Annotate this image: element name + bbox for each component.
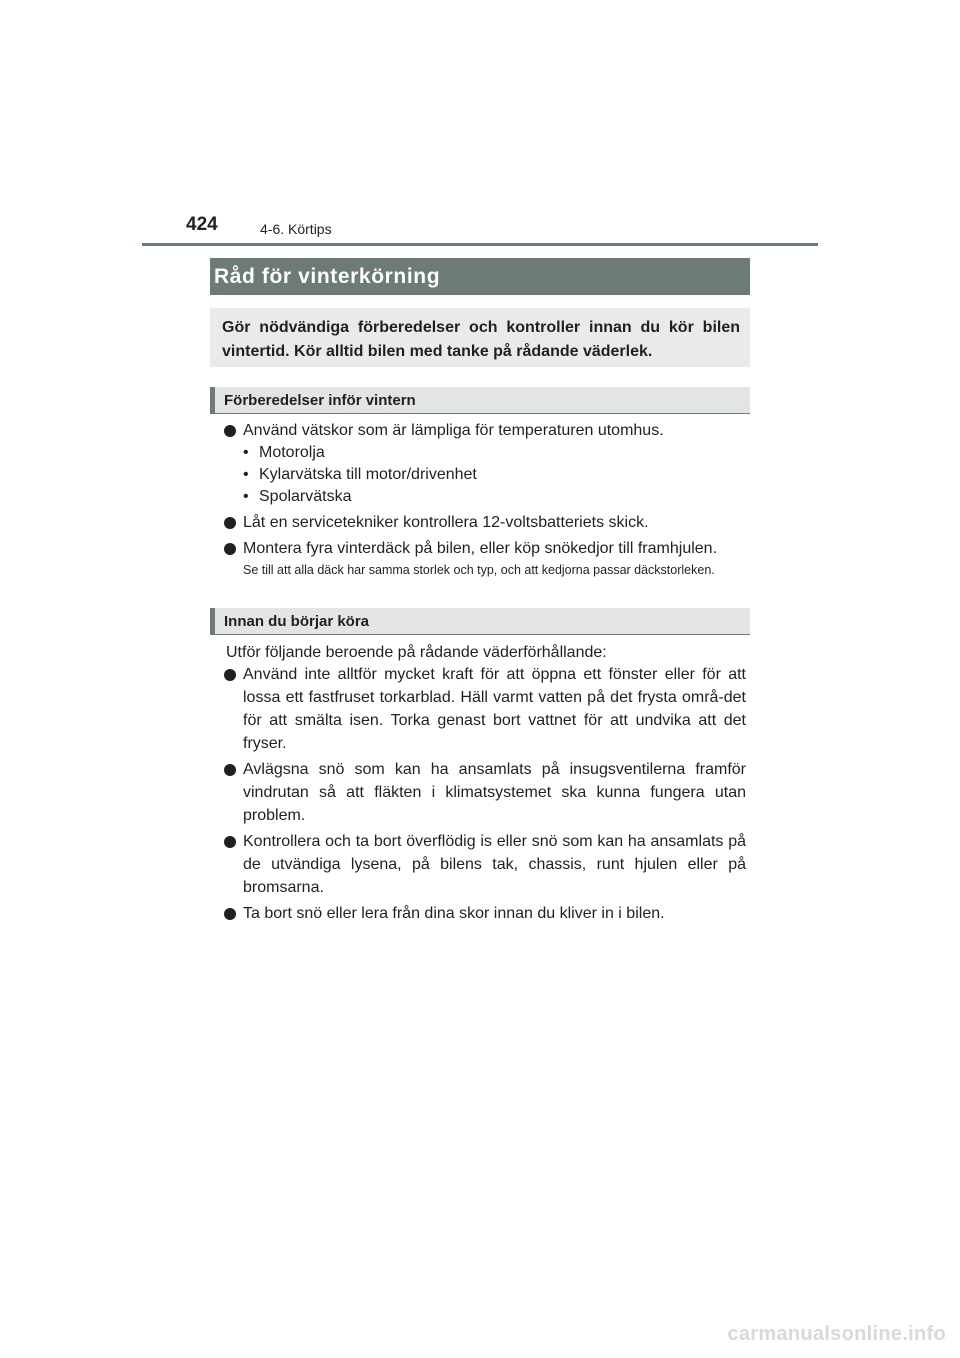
bullet-dot-icon bbox=[224, 425, 236, 437]
sub-list-item bbox=[243, 486, 746, 508]
bullet-dot-icon bbox=[224, 836, 236, 848]
fluid-sublist bbox=[243, 442, 746, 508]
page-number: 424 bbox=[186, 214, 218, 235]
list-item-text: Ta bort snö eller lera från dina skor innan du kliver in i bilen. bbox=[243, 905, 665, 922]
list-item bbox=[224, 511, 746, 534]
subheading-before-driving bbox=[210, 608, 750, 635]
list-item bbox=[224, 902, 746, 925]
section-breadcrumb: 4-6. Körtips bbox=[260, 221, 332, 237]
bullet-dot-icon bbox=[224, 908, 236, 920]
lead-text: Utför följande beroende på rådande väderförhållande: bbox=[226, 644, 607, 661]
list-item bbox=[224, 830, 746, 899]
list-item bbox=[224, 537, 746, 560]
list-item-text: Använd inte alltför mycket kraft för att öppna ett fönster eller för att lossa ett fastfruset torkarblad. Häll varmt vatten på det frysta områ-det för att smälta isen. Torka genast bort vattnet för att undvika att det fryser. bbox=[243, 666, 746, 752]
before-driving-list bbox=[224, 663, 746, 925]
bullet-dot-icon bbox=[224, 543, 236, 555]
subheading-preparations bbox=[210, 387, 750, 414]
sub-list-item-text: Motorolja bbox=[259, 444, 325, 461]
sub-list-item-text: Spolarvätska bbox=[259, 488, 352, 505]
list-item-text: Låt en servicetekniker kontrollera 12-voltsbatteriets skick. bbox=[243, 514, 649, 531]
list-item bbox=[224, 758, 746, 827]
preparations-list bbox=[224, 419, 746, 560]
bullet-dot-icon bbox=[224, 517, 236, 529]
subheading-before-driving-text: Innan du börjar köra bbox=[224, 612, 370, 630]
list-item-text: Kontrollera och ta bort överflödig is eller snö som kan ha ansamlats på de utvändiga lysena, på bilens tak, chassis, runt hjulen eller på bromsarna. bbox=[243, 833, 746, 896]
bullet-icon: • bbox=[243, 466, 249, 483]
title-bar bbox=[210, 258, 750, 295]
list-item bbox=[224, 663, 746, 755]
intro-box bbox=[210, 308, 750, 367]
list-item-text: Avlägsna snö som kan ha ansamlats på insugsventilerna framför vindrutan så att fläkten i klimatsystemet ska kunna fungera utan problem. bbox=[243, 761, 746, 824]
header-rule bbox=[142, 243, 818, 246]
list-item-text: Montera fyra vinterdäck på bilen, eller köp snökedjor till framhjulen. bbox=[243, 540, 718, 557]
bullet-dot-icon bbox=[224, 764, 236, 776]
watermark: carmanualsonline.info bbox=[727, 1323, 946, 1345]
intro-text: Gör nödvändiga förberedelser och kontroller innan du kör bilen vintertid. Kör alltid bilen med tanke på rådande väderlek. bbox=[222, 319, 740, 360]
sub-list-item bbox=[243, 464, 746, 486]
bullet-dot-icon bbox=[224, 669, 236, 681]
page-title: Råd för vinterkörning bbox=[214, 264, 441, 288]
bullet-icon: • bbox=[243, 488, 249, 505]
note-text: Se till att alla däck har samma storlek och typ, och att kedjorna passar däckstorleken. bbox=[243, 563, 715, 577]
bullet-icon: • bbox=[243, 444, 249, 461]
list-item-text: Använd vätskor som är lämpliga för temperaturen utomhus. bbox=[243, 422, 664, 439]
subheading-preparations-text: Förberedelser inför vintern bbox=[224, 391, 416, 409]
sub-list-item bbox=[243, 442, 746, 464]
list-item bbox=[224, 419, 746, 508]
sub-list-item-text: Kylarvätska till motor/drivenhet bbox=[259, 466, 477, 483]
